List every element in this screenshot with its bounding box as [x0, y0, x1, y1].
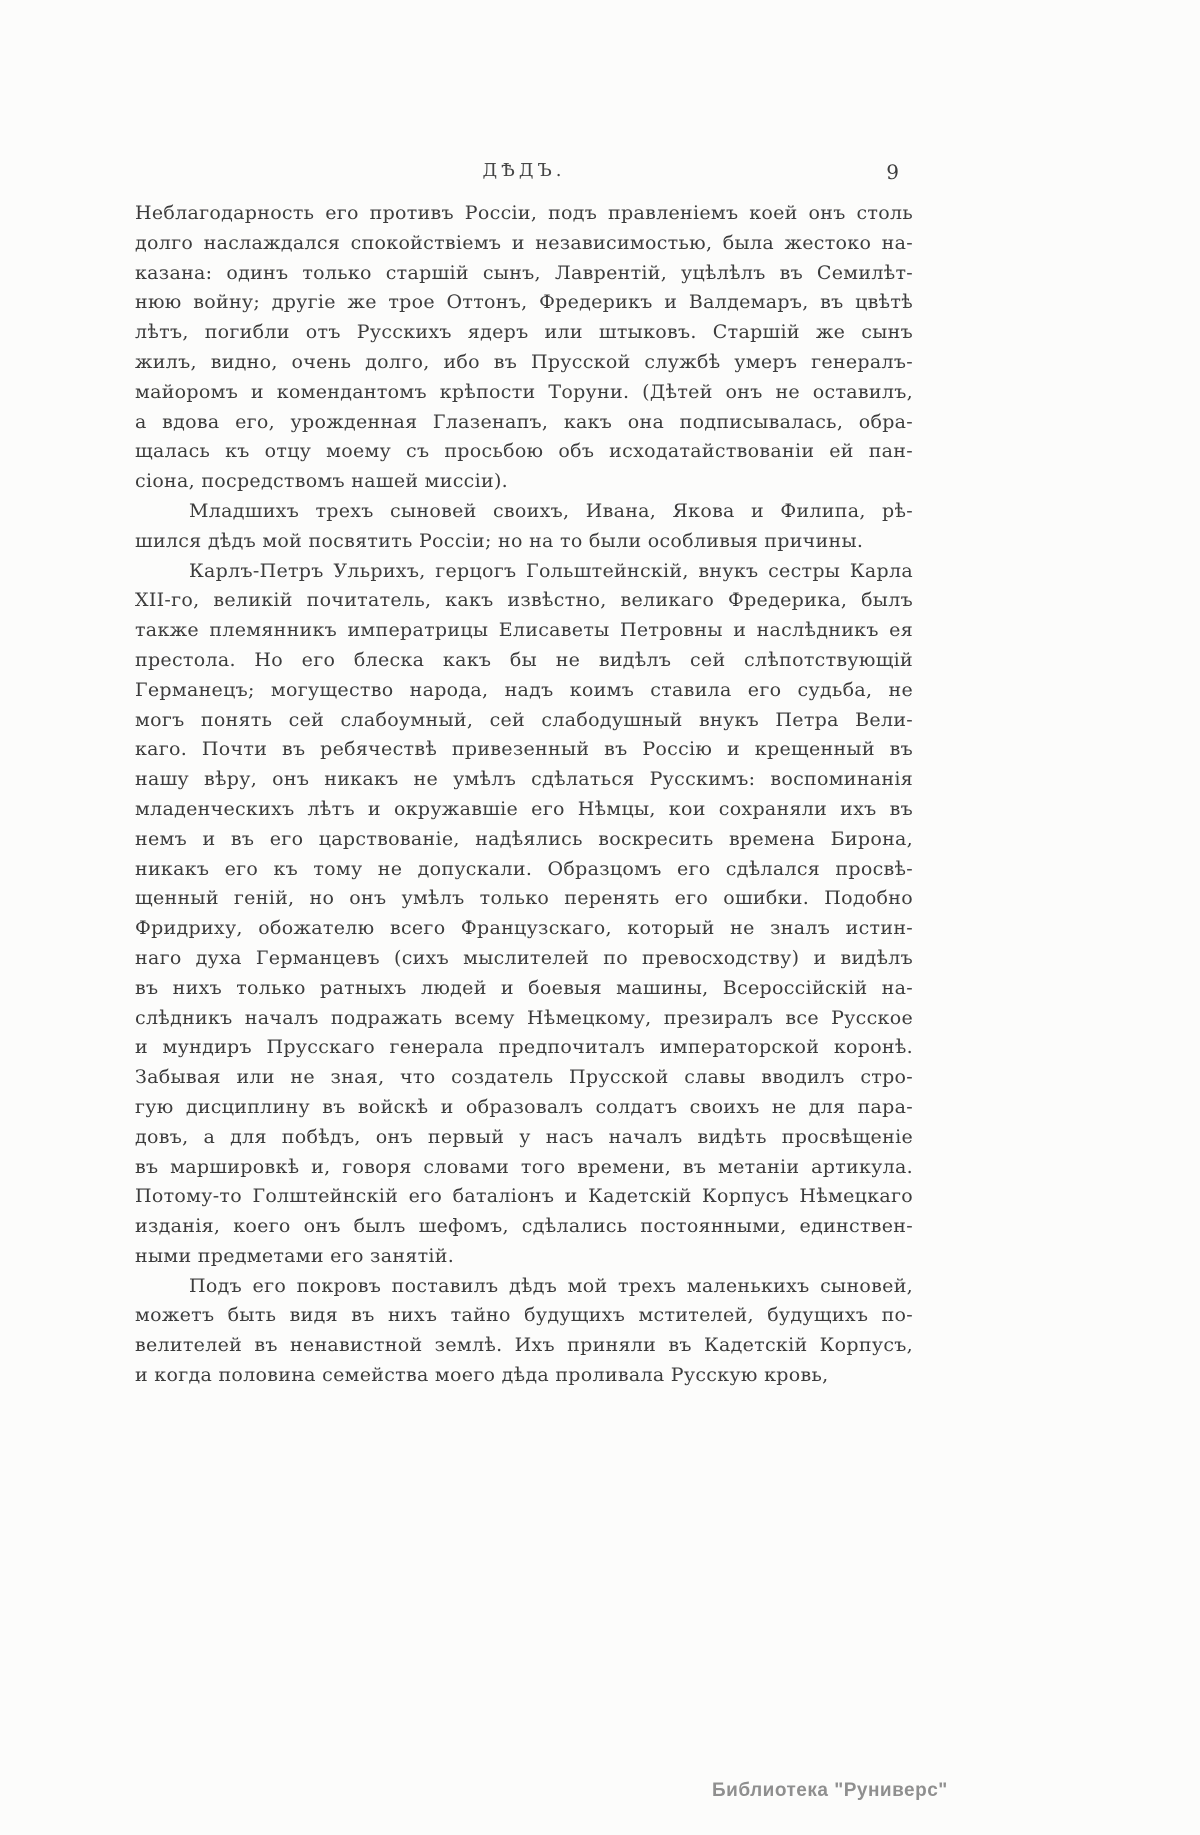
body-text	[135, 199, 913, 1391]
text-line: сіона, посредствомъ нашей миссіи).	[135, 470, 508, 493]
text-line: долго наслаждался спокойствіемъ и независимостью, была жестоко на-	[135, 231, 913, 254]
page-header	[135, 160, 913, 186]
text-line: и мундиръ Прусскаго генерала предпочиталъ императорской коронѣ.	[135, 1036, 913, 1059]
paragraph-3	[135, 557, 913, 1272]
text-line: въ маршировкѣ и, говоря словами того времени, въ метаніи артикула.	[135, 1155, 913, 1178]
text-line: XII-го, великій почитатель, какъ извѣстно, великаго Фредерика, былъ	[135, 589, 913, 612]
text-line: Фридриху, обожателю всего Французскаго, который не зналъ истин-	[135, 917, 913, 940]
text-line: и когда половина семейства моего дѣда проливала Русскую кровь,	[135, 1364, 829, 1387]
text-line: довъ, а для побѣдъ, онъ первый у насъ началъ видѣть просвѣщеніе	[135, 1125, 913, 1148]
text-line: каго. Почти въ ребячествѣ привезенный въ Россію и крещенный въ	[135, 738, 913, 761]
text-line: Подъ его покровъ поставилъ дѣдъ мой трехъ маленькихъ сыновей,	[189, 1274, 913, 1297]
text-line: велителей въ ненавистной землѣ. Ихъ приняли въ Кадетскій Корпусъ,	[135, 1334, 913, 1357]
text-line: нашу вѣру, онъ никакъ не умѣлъ сдѣлаться Русскимъ: воспоминанія	[135, 768, 913, 791]
text-line: можетъ быть видя въ нихъ тайно будущихъ мстителей, будущихъ по-	[135, 1304, 913, 1327]
text-line: слѣдникъ началъ подражать всему Нѣмецкому, презиралъ все Русское	[135, 1006, 913, 1029]
page-number: 9	[886, 160, 899, 184]
paragraph-2	[135, 497, 913, 557]
text-line: ными предметами его занятій.	[135, 1244, 455, 1267]
text-line: нюю войну; другіе же трое Оттонъ, Фредерикъ и Валдемаръ, въ цвѣтѣ	[135, 291, 913, 314]
text-line: казана: одинъ только старшій сынъ, Лаврентій, уцѣлѣлъ въ Семилѣт-	[135, 261, 913, 284]
text-line: Карлъ-Петръ Ульрихъ, герцогъ Гольштейнскій, внукъ сестры Карла	[189, 559, 913, 582]
text-line: Неблагодарность его противъ Россіи, подъ правленіемъ коей онъ столь	[135, 202, 913, 224]
text-line: а вдова его, урожденная Глазенапъ, какъ она подписывалась, обра-	[135, 410, 913, 433]
text-line: лѣтъ, погибли отъ Русскихъ ядеръ или штыковъ. Старшій же сынъ	[135, 321, 913, 344]
text-line: жилъ, видно, очень долго, ибо въ Прусской службѣ умеръ генералъ-	[135, 350, 913, 373]
text-line: изданія, коего онъ былъ шефомъ, сдѣлались постоянными, единствен-	[135, 1215, 913, 1238]
text-line: наго духа Германцевъ (сихъ мыслителей по превосходству) и видѣлъ	[135, 946, 913, 969]
library-watermark: Библиотека "Руниверс"	[712, 1780, 948, 1801]
text-line: также племянникъ императрицы Елисаветы Петровны и наслѣдникъ ея	[135, 619, 913, 642]
text-line: въ нихъ только ратныхъ людей и боевыя машины, Всероссійскій на-	[135, 976, 913, 999]
text-line: Потому-то Голштейнскій его баталіонъ и Кадетскій Корпусъ Нѣмецкаго	[135, 1185, 913, 1208]
paragraph-4	[135, 1272, 913, 1391]
text-line: могъ понять сей слабоумный, сей слабодушный внукъ Петра Вели-	[135, 708, 913, 731]
text-line: никакъ его къ тому не допускали. Образцомъ его сдѣлался просвѣ-	[135, 857, 913, 880]
running-title: ДѢДЪ.	[482, 160, 566, 181]
text-line: щенный геній, но онъ умѣлъ только перенять его ошибки. Подобно	[135, 887, 913, 910]
text-line: престола. Но его блеска какъ бы не видѣлъ сей слѣпотствующій	[135, 648, 913, 671]
text-line: Забывая или не зная, что создатель Прусской славы вводилъ стро-	[135, 1066, 913, 1089]
text-line: младенческихъ лѣтъ и окружавшіе его Нѣмцы, кои сохраняли ихъ въ	[135, 797, 913, 820]
text-line: щалась къ отцу моему съ просьбою объ исходатайствованіи ей пан-	[135, 440, 913, 463]
paragraph-1	[135, 199, 913, 497]
text-line: гую дисциплину въ войскѣ и образовалъ солдатъ своихъ не для пара-	[135, 1095, 913, 1118]
text-line: немъ и въ его царствованіе, надѣялись воскресить времена Бирона,	[135, 827, 913, 850]
text-line: майоромъ и комендантомъ крѣпости Торуни. (Дѣтей онъ не оставилъ,	[135, 380, 913, 403]
text-line: Младшихъ трехъ сыновей своихъ, Ивана, Якова и Филипа, рѣ-	[189, 499, 913, 522]
text-line: шился дѣдъ мой посвятить Россіи; но на то были особливыя причины.	[135, 529, 864, 552]
text-line: Германецъ; могущество народа, надъ коимъ ставила его судьба, не	[135, 678, 913, 701]
